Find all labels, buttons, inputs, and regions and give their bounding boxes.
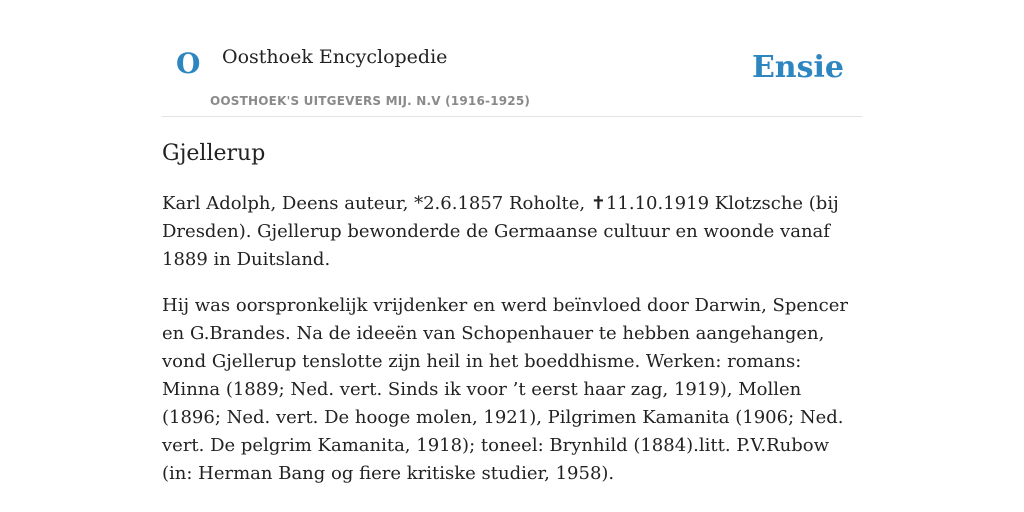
publisher-subtitle: OOSTHOEK'S UITGEVERS MIJ. N.V (1916-1925) xyxy=(210,94,531,108)
article xyxy=(162,138,858,506)
ensie-logo-link[interactable]: Ensie xyxy=(751,50,844,85)
article-paragraph: Hij was oorspronkelijk vrijdenker en werd beïnvloed door Darwin, Spencer en G.Brandes. Na de ideeën van Schopenhauer te hebben aangehangen, vond Gjellerup tenslotte zijn heil in het boeddhisme. Werken: romans: Minna (1889; Ned. vert. Sinds ik voor ’t eerst haar zag, 1919), Mollen (1896; Ned. vert. De hooge molen, 1921), Pilgrimen Kamanita (1906; Ned. vert. De pelgrim Kamanita, 1918); toneel: Brynhild (1884).litt. P.V.Rubow (in: Herman Bang og fiere kritiske studier, 1958). xyxy=(162,294,848,484)
site-title-link[interactable]: Oosthoek Encyclopedie xyxy=(222,46,448,68)
article-paragraph: Karl Adolph, Deens auteur, *2.6.1857 Roholte, ✝11.10.1919 Klotzsche (bij Dresden). Gjellerup bewonderde de Germaanse cultuur en woonde vanaf 1889 in Duitsland. xyxy=(162,192,839,270)
article-title: Gjellerup xyxy=(162,141,266,166)
site-header xyxy=(162,0,862,117)
logo-icon[interactable]: O xyxy=(176,47,201,80)
